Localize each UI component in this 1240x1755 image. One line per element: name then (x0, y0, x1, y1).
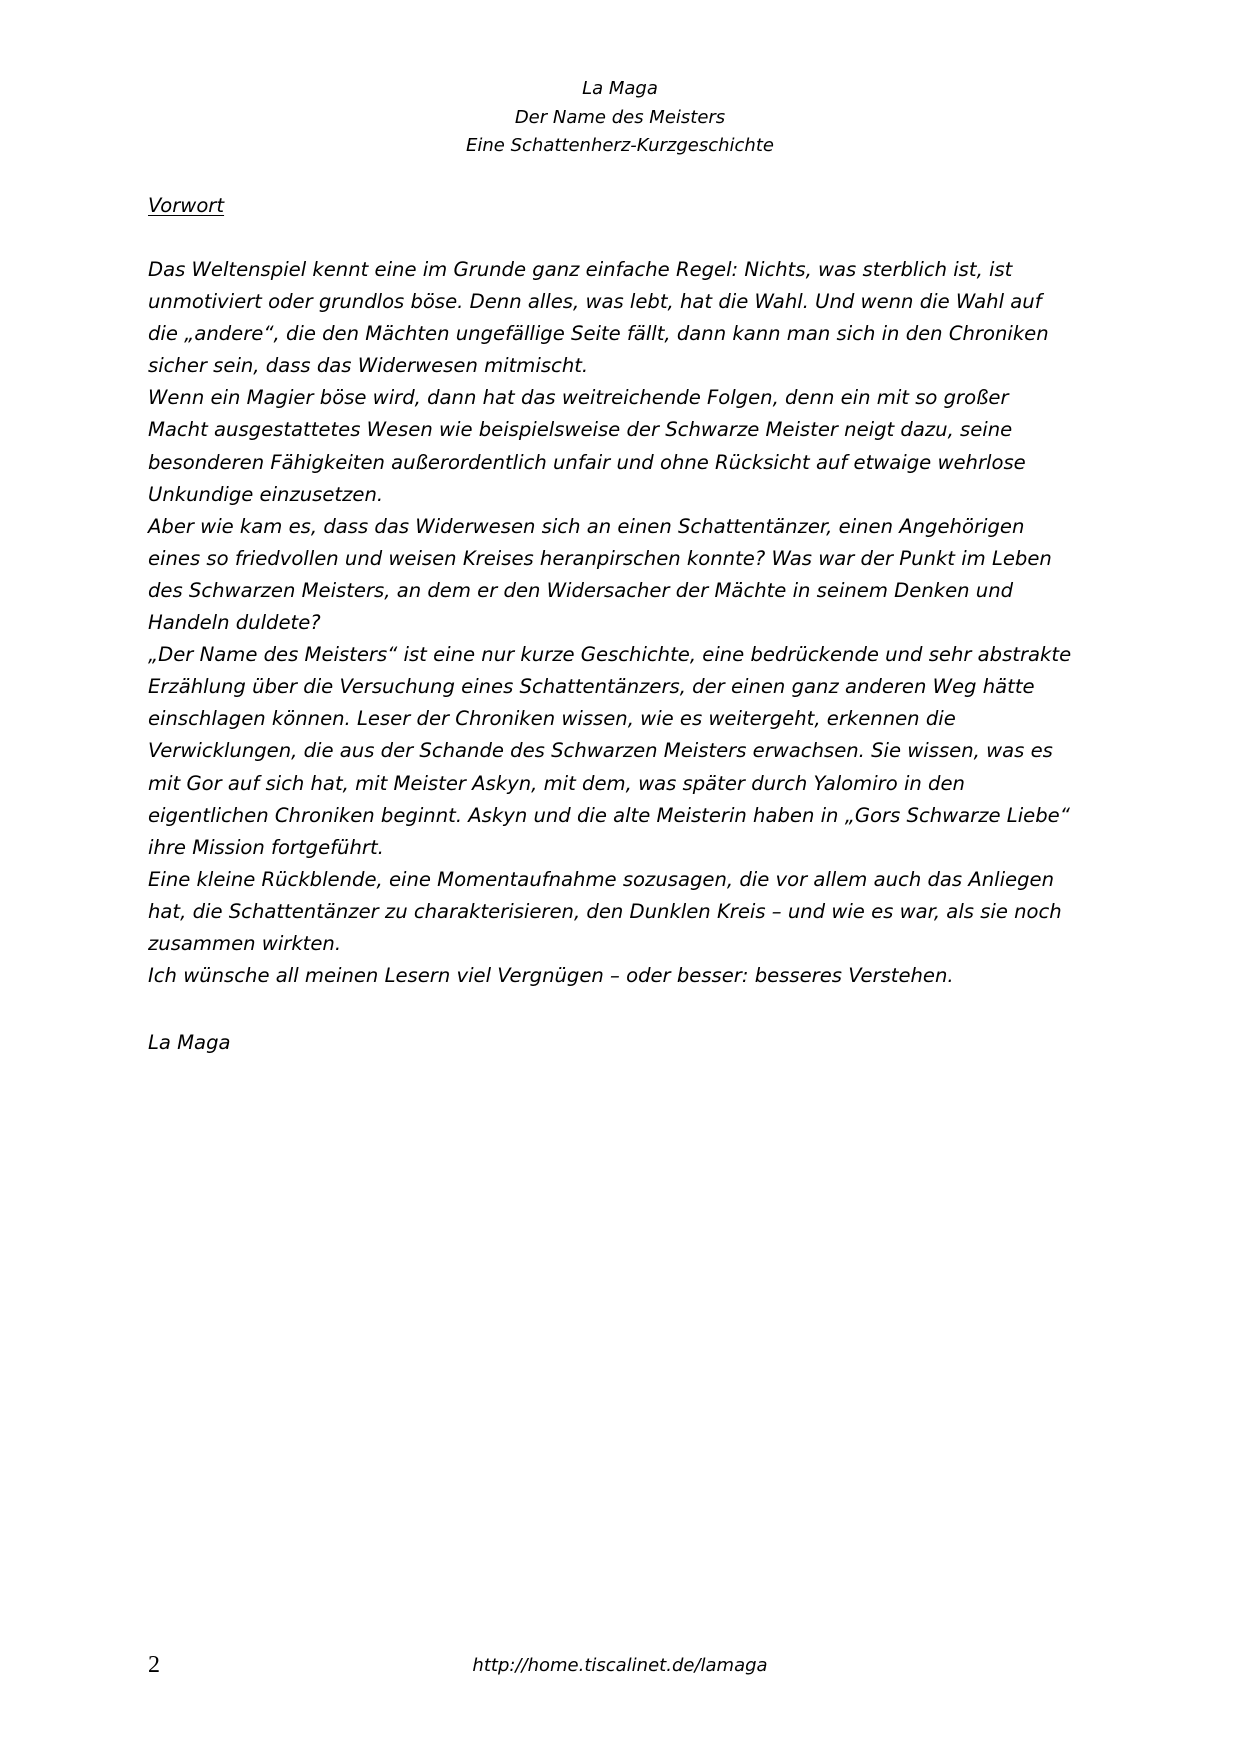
header-title: Der Name des Meisters (514, 106, 726, 128)
paragraph: Aber wie kam es, dass das Widerwesen sich an einen Schattentänzer, einen Angehörigen eines so friedvollen und weisen Kreises heranpirschen konnte? Was war der Punkt im Leben des Schwarzen Meisters, an dem er den Widersacher der Mächte in seinem Denken und Handeln duldete? (148, 514, 1052, 635)
foreword-body (148, 254, 1103, 992)
footer-url: http://home.tiscalinet.de/lamaga (472, 1655, 768, 1676)
section-heading: Vorwort (148, 194, 225, 217)
paragraph: Eine kleine Rückblende, eine Momentaufnahme sozusagen, die vor allem auch das Anliegen hat, die Schattentänzer zu charakterisieren, den Dunklen Kreis – und wie es war, als sie noch zusammen wirkten. (148, 867, 1062, 955)
page-header (0, 75, 1240, 161)
paragraph: Ich wünsche all meinen Lesern viel Vergnügen – oder besser: besseres Verstehen. (148, 964, 954, 988)
page-number: 2 (148, 1652, 160, 1678)
paragraph: Wenn ein Magier böse wird, dann hat das weitreichende Folgen, denn ein mit so großer Macht ausgestattetes Wesen wie beispielsweise der Schwarze Meister neigt dazu, seine besonderen Fähigkeiten außerordentlich unfair und ohne Rücksicht auf etwaige wehrlose Unkundige einzusetzen. (148, 386, 1026, 506)
paragraph: Das Weltenspiel kennt eine im Grunde ganz einfache Regel: Nichts, was sterblich ist, ist unmotiviert oder grundlos böse. Denn alles, was lebt, hat die Wahl. Und wenn die Wahl auf die „andere“, die den Mächten ungefällige Seite fällt, dann kann man sich in den Chroniken sicher sein, dass das Widerwesen mitmischt. (148, 258, 1049, 378)
header-author: La Maga (582, 78, 658, 99)
header-subtitle: Eine Schattenherz-Kurzgeschichte (466, 135, 774, 156)
signature: La Maga (148, 1031, 231, 1054)
paragraph: „Der Name des Meisters“ ist eine nur kurze Geschichte, eine bedrückende und sehr abstrakte Erzählung über die Versuchung eines Schattentänzers, der einen ganz anderen Weg hätte einschlagen können. Leser der Chroniken wissen, wie es weitergeht, erkennen die Verwicklungen, die aus der Schande des Schwarzen Meisters erwachsen. Sie wissen, was es mit Gor auf sich hat, mit Meister Askyn, mit dem, was später durch Yalomiro in den eigentlichen Chroniken beginnt. Askyn und die alte Meisterin haben in „Gors Schwarze Liebe“ ihre Mission fortgeführt. (148, 643, 1072, 859)
